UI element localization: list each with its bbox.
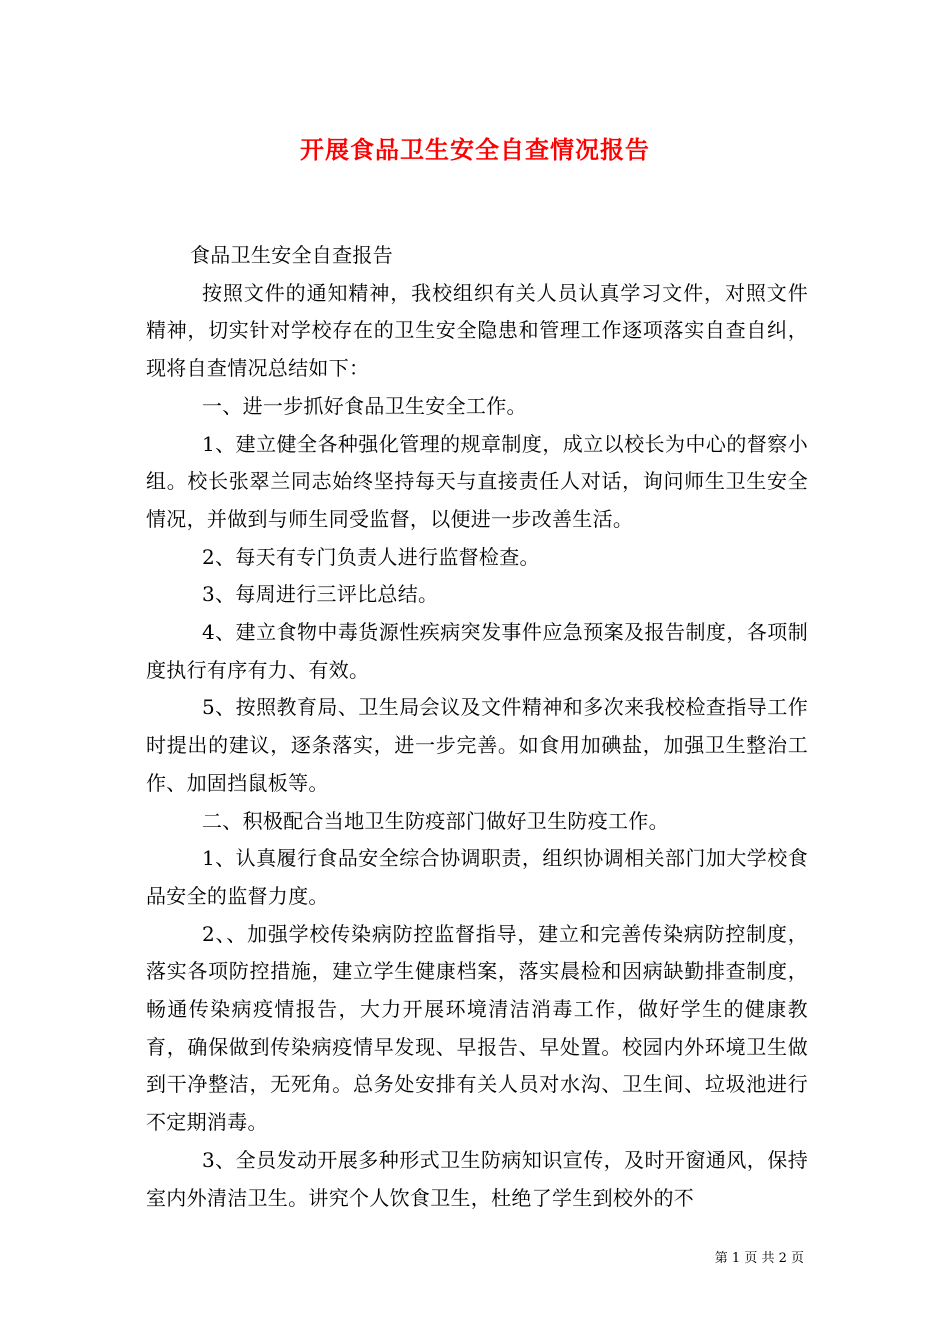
body-paragraph: 1、认真履行食品安全综合协调职责，组织协调相关部门加大学校食品安全的监督力度。 — [146, 846, 808, 908]
body-paragraph: 4、建立食物中毒货源性疾病突发事件应急预案及报告制度，各项制度执行有序有力、有效。 — [146, 620, 808, 682]
page-number-footer: 第 1 页 共 2 页 — [714, 1251, 804, 1266]
body-paragraph: 3、全员发动开展多种形式卫生防病知识宣传，及时开窗通风，保持室内外清洁卫生。讲究个人饮食卫生，杜绝了学生到校外的不 — [146, 1147, 808, 1210]
body-paragraph: 二、积极配合当地卫生防疫部门做好卫生防疫工作。 — [202, 808, 669, 833]
body-paragraph: 按照文件的通知精神，我校组织有关人员认真学习文件，对照文件精神，切实针对学校存在的卫生安全隐患和管理工作逐项落实自查自纠，现将自查情况总结如下： — [146, 280, 808, 381]
body-paragraph: 5、按照教育局、卫生局会议及文件精神和多次来我校检查指导工作时提出的建议，逐条落实，进一步完善。如食用加碘盐，加强卫生整治工作、加固挡鼠板等。 — [146, 695, 808, 795]
body-paragraph: 食品卫生安全自查报告 — [190, 243, 393, 267]
body-paragraph: 2、每天有专门负责人进行监督检查。 — [202, 544, 540, 569]
body-paragraph: 3、每周进行三评比总结。 — [202, 582, 439, 607]
document-title: 开展食品卫生安全自查情况报告 — [300, 135, 650, 164]
body-paragraph: 1、建立健全各种强化管理的规章制度，成立以校长为中心的督察小组。校长张翠兰同志始终坚持每天与直接责任人对话，询问师生卫生安全情况，并做到与师生同受监督，以便进一步改善生活。 — [146, 431, 808, 531]
body-paragraph: 2、、加强学校传染病防控监督指导，建立和完善传染病防控制度，落实各项防控措施，建立学生健康档案，落实晨检和因病缺勤排查制度，畅通传染病疫情报告，大力开展环境清洁消毒工作，做好学生的健康教育，确保做到传染病疫情早发现、早报告、早处置。校园内外环境卫生做到干净整洁，无死角。总务处安排有关人员对水沟、卫生间、垃圾池进行不定期消毒。 — [146, 921, 808, 1135]
body-paragraph: 一、进一步抓好食品卫生安全工作。 — [202, 393, 527, 418]
document-body — [146, 237, 808, 1217]
